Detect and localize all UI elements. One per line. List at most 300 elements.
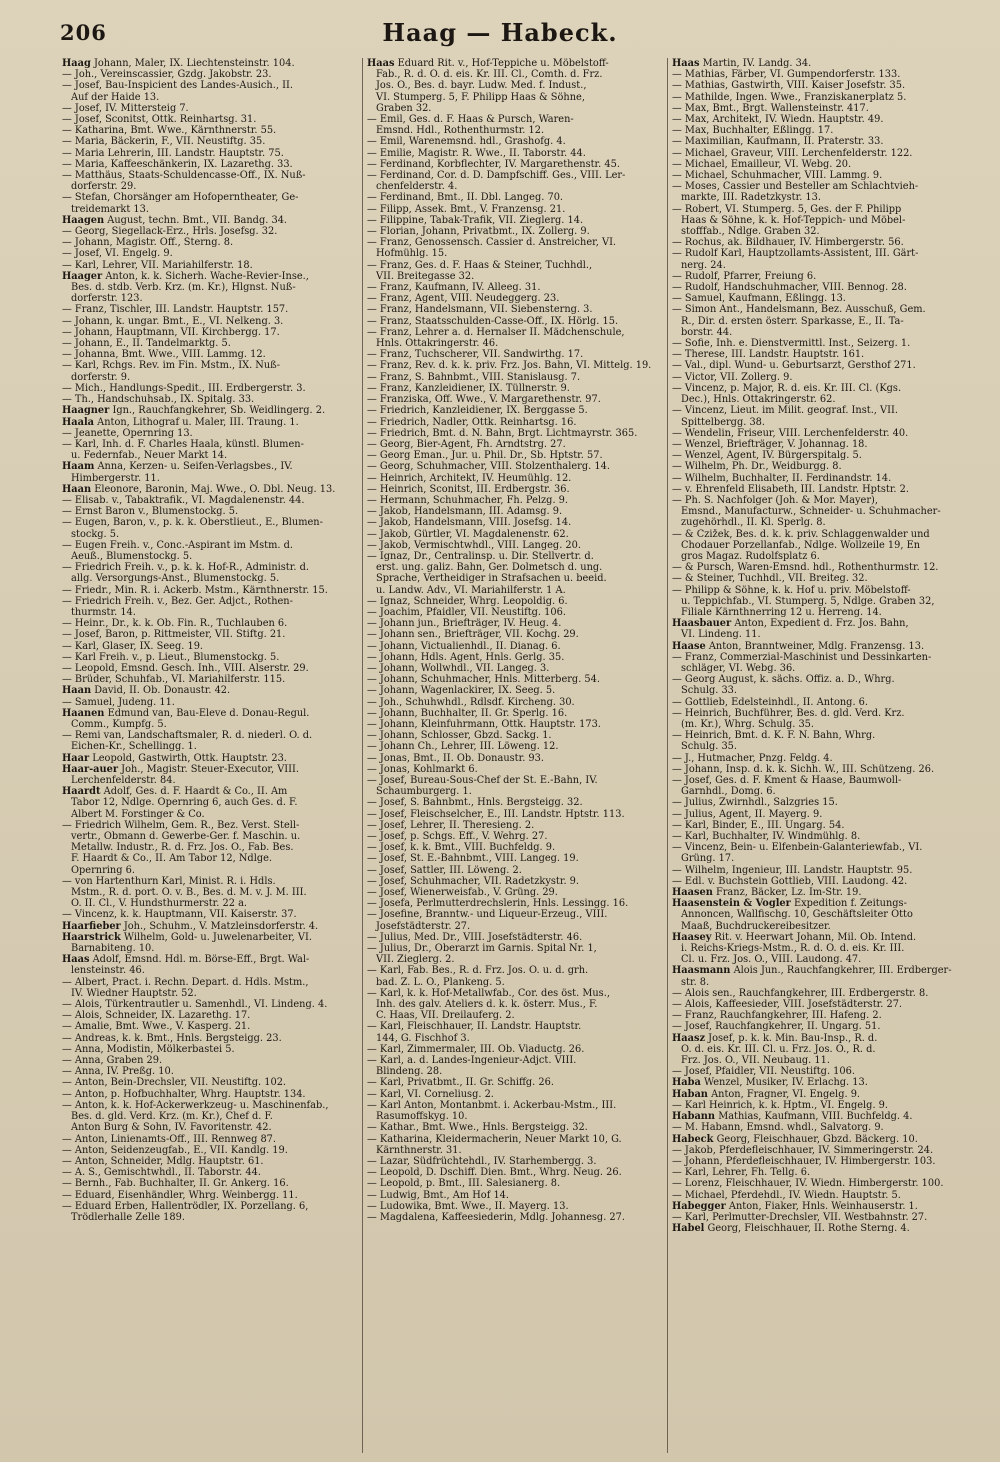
entry-line xyxy=(672,248,968,259)
entry-text: Josefstädterstr. 27. xyxy=(376,920,471,932)
entry-line xyxy=(367,1122,662,1133)
entry-text: thurmstr. 14. xyxy=(71,606,136,618)
entry-text: — Friedrich, Nadler, Ottk. Reinhartsg. 16. xyxy=(367,416,577,428)
entry-text: — Rochus, ak. Bildhauer, IV. Himbergerstr. 56. xyxy=(672,237,904,249)
entry-text: — Franz, S. Bahnbmt., VIII. Stanislausg. 7. xyxy=(367,371,581,383)
entry-text: borstr. 44. xyxy=(681,326,733,338)
entry-line xyxy=(672,652,968,663)
entry-line xyxy=(367,1100,662,1111)
entry-text: VII. Zieglerg. 2. xyxy=(376,954,455,966)
entry-text: — Josef, Pfaidler, VII. Neustiftg. 106. xyxy=(672,1066,855,1078)
entry-text: — Katharina, Kleidermacherin, Neuer Markt 10, G. xyxy=(367,1133,622,1145)
page-number: 206 xyxy=(60,20,107,45)
entry-text: Ign., Rauchfangkehrer, Sb. Weidlingerg. 2. xyxy=(112,405,326,417)
entry-line xyxy=(367,360,662,371)
entry-line xyxy=(62,540,357,551)
entry-line xyxy=(367,1066,662,1077)
entry-text: Joh., Magistr. Steuer-Executor, VIII. xyxy=(121,763,300,775)
entry-line xyxy=(672,988,968,999)
entry-line xyxy=(672,831,968,842)
entry-line xyxy=(62,360,357,371)
entry-text: — Heinrich, Sconitst, III. Erdbergstr. 36. xyxy=(367,483,570,495)
entry-text: — Karl, Perlmutter-Drechsler, VII. Westbahnstr. 27. xyxy=(672,1211,928,1223)
entry-text: — Josefa, Perlmutterdrechslerin, Hnls. Lessingg. 16. xyxy=(367,898,629,910)
entry-text: — Gottlieb, Edelsteinhdl., II. Antong. 6. xyxy=(672,696,869,708)
entry-line xyxy=(672,573,968,584)
entry-text: Alois Jun., Rauchfangkehrer, III. Erdberger- xyxy=(733,965,952,977)
entry-line xyxy=(367,1134,662,1145)
entry-text: Filiale Kärnthnerring 12 u. Herreng. 14. xyxy=(681,606,882,618)
entry-text: — Johann, Hauptmann, VII. Kirchbergg. 17. xyxy=(62,326,280,338)
entry-line xyxy=(367,820,662,831)
entry-line xyxy=(367,797,662,808)
entry-line xyxy=(367,697,662,708)
running-head: Haag — Habeck. xyxy=(382,18,618,47)
entry-text: — Albert, Pract. i. Rechn. Depart. d. Hdls. Mstm., xyxy=(62,976,309,988)
entry-text: — Emil, Warenemsnd. hdl., Grashofg. 4. xyxy=(367,136,566,148)
entry-text: — Franz, Lehrer a. d. Hernalser II. Mädchenschule, xyxy=(367,326,625,338)
entry-line xyxy=(367,663,662,674)
entry-text: Sprache, Vertheidiger in Strafsachen u. beeid. xyxy=(376,573,607,585)
entry-line xyxy=(367,136,662,147)
entry-line xyxy=(367,58,662,69)
entry-text: — Friedr., Min. R. i. Ackerb. Mstm., Kärnthnerstr. 15. xyxy=(62,584,328,596)
entry-line xyxy=(62,248,357,259)
entry-text: — Jonas, Kohlmarkt 6. xyxy=(367,763,478,775)
entry-line xyxy=(672,506,968,517)
entry-line xyxy=(62,1134,357,1145)
entry-text: — Anton, p. Hofbuchhalter, Whrg. Hauptstr. 134. xyxy=(62,1088,306,1100)
entry-line xyxy=(62,719,357,730)
entry-line xyxy=(62,495,357,506)
entry-text: — Alois sen., Rauchfangkehrer, III. Erdbergerstr. 8. xyxy=(672,987,929,999)
entry-text: lensteinstr. 46. xyxy=(71,965,145,977)
entry-line xyxy=(62,450,357,461)
entry-text: u. Federnfab., Neuer Markt 14. xyxy=(71,450,228,462)
entry-line xyxy=(62,809,357,820)
entry-text: Franz, Bäcker, Lz. Im-Str. 19. xyxy=(715,887,862,899)
entry-line xyxy=(672,439,968,450)
entry-text: Anton, Lithograf u. Maler, III. Traung. 1. xyxy=(97,416,299,428)
entry-line xyxy=(367,394,662,405)
entry-text: — Robert, VI. Stumperg. 5, Ges. der F. Philipp xyxy=(672,203,902,215)
entry-text: — Johann, Magistr. Off., Sterng. 8. xyxy=(62,237,234,249)
entry-line xyxy=(62,181,357,192)
entry-line xyxy=(367,921,662,932)
column-1 xyxy=(58,58,363,1453)
entry-text: Aeuß., Blumenstockg. 5. xyxy=(71,550,193,562)
entry-line xyxy=(672,1223,968,1234)
entry-line xyxy=(672,304,968,315)
entry-line xyxy=(367,506,662,517)
entry-line xyxy=(62,1190,357,1201)
entry-line xyxy=(62,853,357,864)
entry-line xyxy=(672,887,968,898)
entry-line xyxy=(367,80,662,91)
entry-text: — Anton, Linienamts-Off., III. Rennweg 87. xyxy=(62,1133,277,1145)
entry-line xyxy=(367,92,662,103)
entry-line xyxy=(367,1201,662,1212)
entry-line xyxy=(672,1145,968,1156)
entry-text: — Filippine, Tabak-Trafik, VII. Zieglerg. 14. xyxy=(367,214,584,226)
entry-text: — Mathias, Färber, VI. Gumpendorferstr. 133. xyxy=(672,69,901,81)
entry-line xyxy=(367,1190,662,1201)
entry-line xyxy=(367,730,662,741)
entry-text: — Karl, Lehrer, VII. Mariahilferstr. 18. xyxy=(62,259,253,271)
entry-text: — & Pursch, Waren-Emsnd. hdl., Rothenthurmstr. 12. xyxy=(672,562,939,574)
entry-line xyxy=(367,674,662,685)
entry-line xyxy=(672,1122,968,1133)
entry-line xyxy=(672,618,968,629)
entry-text: Eleonore, Baronin, Maj. Wwe., O. Dbl. Neug. 13. xyxy=(94,483,336,495)
entry-line xyxy=(672,764,968,775)
entry-text: Georg, Fleischhauer, Gbzd. Bäckerg. 10. xyxy=(716,1133,918,1145)
entry-text: — Josef, Lehrer, II. Theresieng. 2. xyxy=(367,819,535,831)
entry-text: — Johann, Schlosser, Gbzd. Sackg. 1. xyxy=(367,730,552,742)
entry-line xyxy=(672,943,968,954)
entry-text: — Philipp & Söhne, k. k. Hof u. priv. Möbelstoff- xyxy=(672,584,911,596)
entry-line xyxy=(367,1055,662,1066)
entry-line xyxy=(367,842,662,853)
entry-text: — Karl, Zimmermaler, III. Ob. Viaductg. 26. xyxy=(367,1043,585,1055)
entry-line xyxy=(62,271,357,282)
entry-text: — Wenzel, Agent, IV. Bürgerspitalg. 5. xyxy=(672,450,862,462)
entry-line xyxy=(62,753,357,764)
entry-text: dorferstr. 29. xyxy=(71,181,137,193)
entry-text: — Samuel, Kaufmann, Eßlingg. 13. xyxy=(672,293,846,305)
entry-surname: Haarfieber xyxy=(62,920,121,932)
entry-line xyxy=(672,450,968,461)
entry-text: — Jakob, Handelsmann, III. Adamsg. 9. xyxy=(367,506,563,518)
entry-line xyxy=(62,663,357,674)
entry-text: Anton, Expedient d. Frz. Jos. Bahn, xyxy=(734,618,909,630)
entry-text: — Sofie, Inh. e. Dienstvermittl. Inst., Seizerg. 1. xyxy=(672,338,911,350)
entry-line xyxy=(367,1077,662,1088)
entry-text: — Wilhelm, Ph. Dr., Weidburgg. 8. xyxy=(672,461,842,473)
entry-line xyxy=(672,136,968,147)
entry-line xyxy=(672,170,968,181)
entry-text: u. Landw. Adv., VI. Mariahilferstr. 1 A. xyxy=(376,584,566,596)
entry-text: Blindeng. 28. xyxy=(376,1066,443,1078)
entry-line xyxy=(672,641,968,652)
entry-line xyxy=(62,114,357,125)
column-2 xyxy=(363,58,668,1453)
entry-line xyxy=(672,663,968,674)
entry-text: — Max, Buchhalter, Eßlingg. 17. xyxy=(672,125,834,137)
entry-text: Fab., R. d. O. d. eis. Kr. III. Cl., Comth. d. Frz. xyxy=(376,69,603,81)
entry-line xyxy=(367,741,662,752)
entry-line xyxy=(62,697,357,708)
entry-line xyxy=(367,607,662,618)
entry-line xyxy=(62,192,357,203)
entry-text: Spittelbergg. 38. xyxy=(681,416,766,428)
entry-text: — Brüder, Schuhfab., VI. Mariahilferstr. 115. xyxy=(62,674,286,686)
entry-line xyxy=(367,809,662,820)
entry-text: Wilhelm, Gold- u. Juwelenarbeiter, VI. xyxy=(123,931,312,943)
entry-line xyxy=(367,1156,662,1167)
entry-line xyxy=(367,125,662,136)
entry-text: — Jakob, Handelsmann, VIII. Josefsg. 14. xyxy=(367,517,572,529)
entry-line xyxy=(672,1010,968,1021)
entry-text: Jos. O., Bes. d. bayr. Ludw. Med. f. Indust., xyxy=(376,80,587,92)
entry-text: — Franz, Tuchscherer, VII. Sandwirthg. 17. xyxy=(367,349,584,361)
entry-text: — Elisab. v., Tabaktrafik., VI. Magdalenenstr. 44. xyxy=(62,494,305,506)
entry-line xyxy=(672,1178,968,1189)
entry-line xyxy=(672,674,968,685)
entry-line xyxy=(62,1044,357,1055)
entry-line xyxy=(672,428,968,439)
entry-text: — Andreas, k. k. Bmt., Hnls. Bergsteigg. 23. xyxy=(62,1032,282,1044)
entry-text: — Heinr., Dr., k. k. Ob. Fin. R., Tuchlauben 6. xyxy=(62,618,288,630)
entry-surname: Haar-auer xyxy=(62,763,119,775)
entry-text: Metallw. Industr., R. d. Frz. Jos. O., Fab. Bes. xyxy=(71,842,294,854)
entry-line xyxy=(672,562,968,573)
entry-text: — Georg, Schuhmacher, VIII. Stolzenthalerg. 14. xyxy=(367,461,610,473)
entry-line xyxy=(62,1100,357,1111)
entry-text: — Karl, Rchgs. Rev. im Fin. Mstm., IX. Nuß- xyxy=(62,360,281,372)
entry-text: str. 8. xyxy=(681,976,710,988)
entry-text: — Karl Heinrich, k. k. Hptm., VI. Engelg. 9. xyxy=(672,1099,889,1111)
entry-text: — Karl, Buchhalter, IV. Windmühlg. 8. xyxy=(672,831,861,843)
entry-text: — Mich., Handlungs-Spedit., III. Erdbergerstr. 3. xyxy=(62,382,306,394)
entry-text: — Edl. v. Buchstein Gottlieb, VIII. Laudong. 42. xyxy=(672,875,908,887)
entry-text: Anton, Branntweiner, Mdlg. Franzensg. 13. xyxy=(708,640,925,652)
entry-text: — Karl, Glaser, IX. Seeg. 19. xyxy=(62,640,204,652)
entry-text: Trödlerhalle Zelle 189. xyxy=(71,1211,185,1223)
entry-text: — Jeanette, Opernring 13. xyxy=(62,427,193,439)
entry-line xyxy=(62,383,357,394)
entry-text: Garnhdl., Domg. 6. xyxy=(681,786,776,798)
entry-text: — Johann, Schuhmacher, Hnls. Mitterberg. 54. xyxy=(367,674,601,686)
entry-text: — Georg Eman., Jur. u. Phil. Dr., Sb. Hptstr. 57. xyxy=(367,450,603,462)
entry-line xyxy=(367,977,662,988)
entry-line xyxy=(62,741,357,752)
entry-line xyxy=(62,797,357,808)
entry-text: — Max, Architekt, IV. Wiedn. Hauptstr. 49. xyxy=(672,114,884,126)
entry-text: — Filipp, Assek. Bmt., V. Franzensg. 21. xyxy=(367,203,566,215)
entry-text: — Maria Lehrerin, III. Landstr. Hauptstr. 75. xyxy=(62,147,284,159)
entry-line xyxy=(62,585,357,596)
entry-text: — Friedrich Wilhelm, Gem. R., Bez. Verst. Stell- xyxy=(62,819,300,831)
entry-surname: Haas xyxy=(62,954,90,966)
entry-line xyxy=(367,876,662,887)
entry-line xyxy=(672,260,968,271)
entry-surname: Haagner xyxy=(62,405,110,417)
entry-line xyxy=(367,719,662,730)
entry-text: — Moses, Cassier und Besteller am Schlachtvieh- xyxy=(672,181,919,193)
entry-line xyxy=(672,1111,968,1122)
entry-surname: Haas xyxy=(672,58,700,69)
entry-text: — Anna, IV. Preßg. 10. xyxy=(62,1066,174,1078)
entry-line xyxy=(367,473,662,484)
entry-line xyxy=(367,1212,662,1223)
entry-line xyxy=(367,887,662,898)
entry-line xyxy=(62,865,357,876)
entry-line xyxy=(672,181,968,192)
entry-text: — Franz, Commerzial-Maschinist und Dessinkarten- xyxy=(672,651,932,663)
entry-text: — Franz, Tischler, III. Landstr. Hauptstr. 157. xyxy=(62,304,289,316)
entry-text: Hnls. Ottakringerstr. 46. xyxy=(376,338,499,350)
entry-surname: Haanen xyxy=(62,707,105,719)
entry-text: markte, III. Radetzkystr. 13. xyxy=(681,192,822,204)
entry-line xyxy=(62,529,357,540)
entry-line xyxy=(62,685,357,696)
entry-line xyxy=(367,237,662,248)
entry-line xyxy=(672,876,968,887)
entry-line xyxy=(672,596,968,607)
entry-text: (m. Kr.), Whrg. Schulg. 35. xyxy=(681,718,815,730)
entry-line xyxy=(367,383,662,394)
entry-surname: Habegger xyxy=(672,1200,726,1212)
entry-text: — Josef, Bureau-Sous-Chef der St. E.-Bahn, IV. xyxy=(367,775,598,786)
entry-line xyxy=(672,697,968,708)
entry-text: — Josef, S. Bahnbmt., Hnls. Bergsteigg. 32. xyxy=(367,797,583,809)
entry-line xyxy=(62,954,357,965)
entry-surname: Haasz xyxy=(672,1032,706,1044)
entry-text: — Val., dipl. Wund- u. Geburtsarzt, Gersthof 271. xyxy=(672,360,916,372)
entry-line xyxy=(62,1077,357,1088)
entry-text: — Jakob, Pferdefleischhauer, IV. Simmeringerstr. 24. xyxy=(672,1144,934,1156)
entry-text: — Jonas, Bmt., II. Ob. Donaustr. 93. xyxy=(367,752,545,764)
entry-surname: Habel xyxy=(672,1223,705,1235)
entry-text: — Johann, Insp. d. k. k. Sichh. W., III. Schützeng. 26. xyxy=(672,763,935,775)
entry-line xyxy=(672,204,968,215)
entry-text: — Michael, Graveur, VIII. Lerchenfelderstr. 122. xyxy=(672,147,913,159)
entry-line xyxy=(367,439,662,450)
entry-text: — Joachim, Pfaidler, VII. Neustiftg. 106. xyxy=(367,606,566,618)
entry-text: — Florian, Johann, Privatbmt., IX. Zollerg. 9. xyxy=(367,226,590,238)
entry-line xyxy=(62,1122,357,1133)
entry-text: — Leopold, D. Dschiff. Dien. Bmt., Whrg. Neug. 26. xyxy=(367,1167,622,1179)
entry-text: — Anton, Bein-Drechsler, VII. Neustiftg. 102. xyxy=(62,1077,287,1089)
entry-line xyxy=(62,842,357,853)
entry-line xyxy=(672,1055,968,1066)
entry-surname: Haan xyxy=(62,483,92,495)
entry-line xyxy=(672,1190,968,1201)
entry-line xyxy=(672,708,968,719)
entry-line xyxy=(672,741,968,752)
entry-line xyxy=(367,248,662,259)
entry-line xyxy=(62,887,357,898)
entry-text: C. Haas, VII. Dreilauferg. 2. xyxy=(376,1010,515,1022)
entry-text: VI. Lindeng. 11. xyxy=(681,629,761,641)
entry-line xyxy=(367,1021,662,1032)
entry-text: — Josef, Rauchfangkehrer, II. Ungarg. 51. xyxy=(672,1021,881,1033)
entry-line xyxy=(672,271,968,282)
entry-line xyxy=(672,114,968,125)
entry-text: — Anna, Graben 29. xyxy=(62,1055,163,1067)
entry-line xyxy=(367,585,662,596)
entry-line xyxy=(367,181,662,192)
entry-line xyxy=(367,999,662,1010)
entry-text: — Eugen Freih. v., Conc.-Aspirant im Mstm. d. xyxy=(62,539,293,551)
entry-line xyxy=(367,327,662,338)
entry-text: — Johann sen., Briefträger, VII. Kochg. 29. xyxy=(367,629,579,641)
entry-surname: Haagen xyxy=(62,214,105,226)
entry-text: — Wendelin, Friseur, VIII. Lerchenfelderstr. 40. xyxy=(672,427,909,439)
entry-surname: Haarstrick xyxy=(62,931,121,943)
entry-text: — Julius, Dr., Oberarzt im Garnis. Spital Nr. 1, xyxy=(367,943,597,955)
entry-text: Mstm., R. d. port. O. v. B., Bes. d. M. v. J. M. III. xyxy=(71,887,307,899)
entry-text: — Franziska, Off. Wwe., V. Margarethenstr. 97. xyxy=(367,394,601,406)
entry-line xyxy=(672,786,968,797)
entry-line xyxy=(672,215,968,226)
entry-text: stofffab., Ndlge. Graben 32. xyxy=(681,226,820,238)
entry-line xyxy=(62,338,357,349)
entry-text: Anton, k. k. Sicherh. Wache-Revier-Inse., xyxy=(105,270,309,282)
entry-line xyxy=(62,506,357,517)
entry-line xyxy=(62,988,357,999)
entry-text: — Michael, Schuhmacher, VIII. Lammg. 9. xyxy=(672,170,883,182)
entry-text: u. Teppichfab., VI. Stumperg. 5, Ndlge. Graben 32, xyxy=(681,595,935,607)
entry-surname: Haardt xyxy=(62,786,101,798)
entry-line xyxy=(62,999,357,1010)
entry-line xyxy=(367,618,662,629)
entry-line xyxy=(672,1100,968,1111)
entry-line xyxy=(672,282,968,293)
entry-text: — Jakob, Gürtler, VI. Magdalenenstr. 62. xyxy=(367,528,569,540)
entry-text: Joh., Schuhm., V. Matzleinsdorferstr. 4. xyxy=(123,920,319,932)
entry-text: — & Steiner, Tuchhdl., VII. Breiteg. 32. xyxy=(672,573,868,585)
entry-line xyxy=(367,405,662,416)
entry-line xyxy=(367,338,662,349)
entry-text: zugehörhdl., II. Kl. Sperlg. 8. xyxy=(681,517,826,529)
entry-text: — Emil, Ges. d. F. Haas & Pursch, Waren- xyxy=(367,114,574,126)
entry-line xyxy=(367,417,662,428)
entry-text: — Johann, Pferdefleischhauer, IV. Himbergerstr. 103. xyxy=(672,1155,936,1167)
entry-surname: Habeck xyxy=(672,1133,714,1145)
entry-surname: Haasbauer xyxy=(672,618,732,630)
entry-surname: Haasen xyxy=(672,887,713,899)
entry-text: — Friedrich, Kanzleidiener, IX. Berggasse 5. xyxy=(367,405,588,417)
entry-line xyxy=(62,517,357,528)
entry-text: Barnabiteng. 10. xyxy=(71,943,155,955)
entry-line xyxy=(62,136,357,147)
entry-line xyxy=(62,417,357,428)
entry-text: — Alois, Schneider, IX. Lazarethg. 17. xyxy=(62,1010,251,1022)
entry-text: — Josef, St. E.-Bahnbmt., VIII. Langeg. 19. xyxy=(367,853,579,865)
entry-text: — Vincenz, Lieut. im Milit. geograf. Inst., VII. xyxy=(672,405,898,417)
entry-text: Martin, IV. Landg. 34. xyxy=(702,58,812,69)
entry-text: allg. Versorgungs-Anst., Blumenstockg. 5. xyxy=(71,573,280,585)
entry-line xyxy=(672,865,968,876)
entry-text: — Mathias, Gastwirth, VIII. Kaiser Josefstr. 35. xyxy=(672,80,906,92)
entry-text: — Franz, Rev. d. k. k. priv. Frz. Jos. Bahn, VI. Mittelg. 19. xyxy=(367,360,652,372)
entry-text: — Karl, Lehrer, Fh. Tellg. 6. xyxy=(672,1167,811,1179)
entry-line xyxy=(367,786,662,797)
entry-text: dorferstr. 9. xyxy=(71,371,131,383)
entry-line xyxy=(672,58,968,69)
entry-line xyxy=(672,192,968,203)
entry-text: Rasumoffskyg. 10. xyxy=(376,1111,468,1123)
entry-text: — Maximilian, Kaufmann, II. Praterstr. 33. xyxy=(672,136,884,148)
entry-line xyxy=(672,159,968,170)
entry-text: — Ferdinand, Korbflechter, IV. Margarethenstr. 45. xyxy=(367,158,620,170)
entry-line xyxy=(367,428,662,439)
entry-text: Anton Burg & Sohn, IV. Favoritenstr. 42. xyxy=(71,1122,272,1134)
entry-line xyxy=(62,125,357,136)
entry-line xyxy=(367,372,662,383)
entry-text: — Victor, VII. Zollerg. 9. xyxy=(672,371,793,383)
entry-text: Edmund van, Bau-Eleve d. Donau-Regul. xyxy=(107,707,310,719)
entry-text: Albert M. Forstinger & Co. xyxy=(71,808,205,820)
entry-text: — Th., Handschuhsab., IX. Spitalg. 33. xyxy=(62,394,255,406)
entry-line xyxy=(367,853,662,864)
entry-text: — Ludowika, Bmt. Wwe., II. Mayerg. 13. xyxy=(367,1200,569,1212)
entry-text: — Johann, Kleinfuhrmann, Ottk. Hauptstr. 173. xyxy=(367,718,601,730)
entry-surname: Haasenstein & Vogler xyxy=(672,898,791,910)
entry-line xyxy=(62,1010,357,1021)
